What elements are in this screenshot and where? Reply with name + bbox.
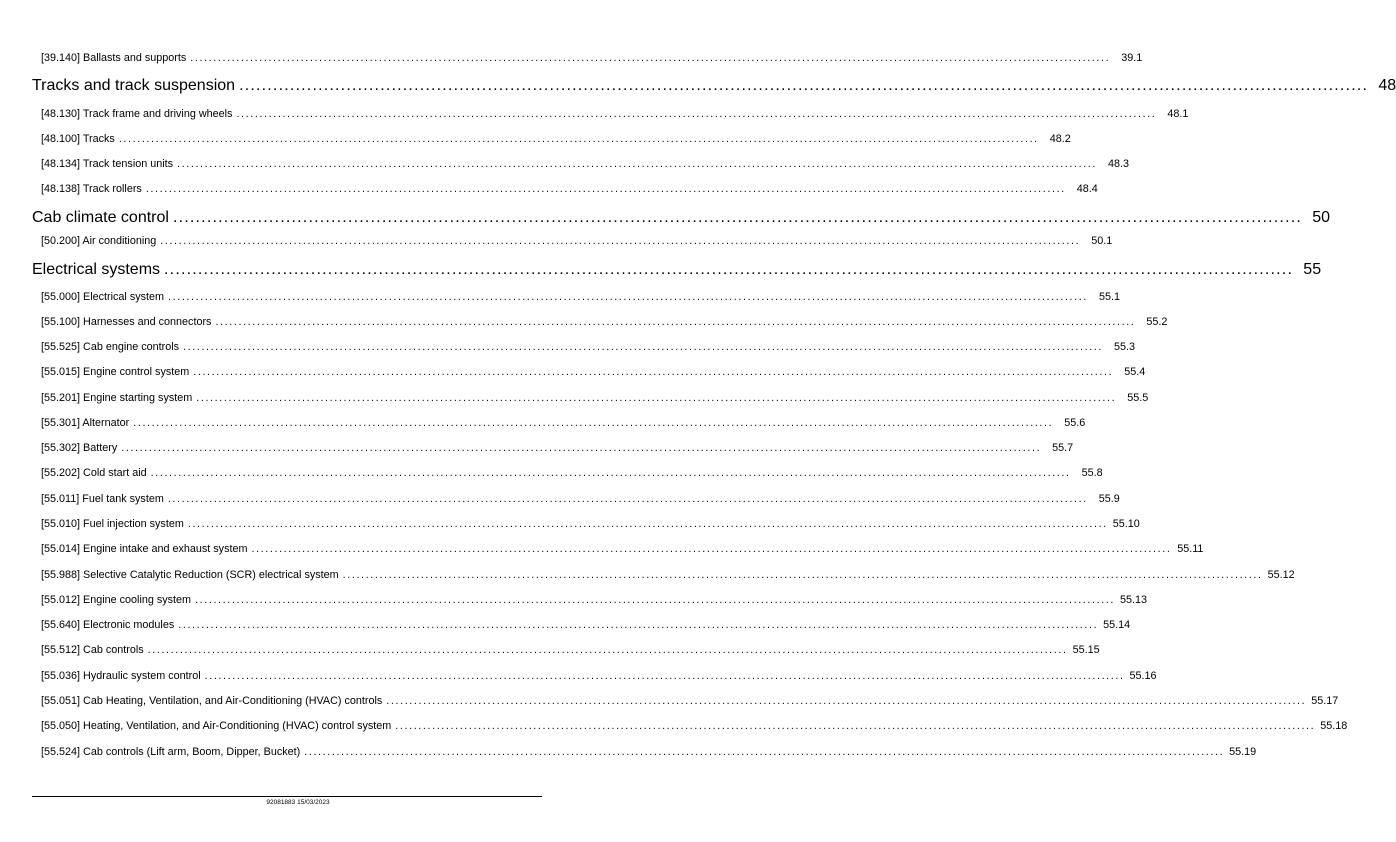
toc-entry-label: [55.051] Cab Heating, Ventilation, and Air-Conditioning (HVAC) controls: [41, 695, 383, 707]
dot-leader: ........................................................................................................................................................................................................: [304, 746, 1225, 758]
toc-entry-label: [48.138] Track rollers: [41, 183, 142, 195]
toc-entry[interactable]: [41, 417, 1086, 429]
toc-entry[interactable]: [41, 291, 1120, 303]
toc-entry[interactable]: [41, 442, 1074, 454]
toc-entry-label: [55.100] Harnesses and connectors: [41, 316, 212, 328]
toc-entry-label: [55.010] Fuel injection system: [41, 518, 184, 530]
toc-entry-label: [55.015] Engine control system: [41, 366, 190, 378]
dot-leader: ........................................................................................................................................................................................................: [395, 720, 1316, 732]
dot-leader: ........................................................................................................................................................................................................: [183, 341, 1104, 353]
dot-leader: ........................................................................................................................................................................................................: [251, 543, 1172, 555]
toc-entry-page: 48.4: [1076, 183, 1098, 195]
toc-entry[interactable]: [41, 392, 1149, 404]
toc-entry-label: [55.302] Battery: [41, 442, 118, 454]
toc-entry[interactable]: [41, 158, 1129, 170]
toc-entry[interactable]: [41, 619, 1131, 631]
toc-entry[interactable]: [41, 644, 1100, 656]
toc-entry-page: 55.2: [1146, 316, 1168, 328]
toc-entry-page: 55.15: [1072, 644, 1100, 656]
toc-entry-label: [55.201] Engine starting system: [41, 392, 193, 404]
toc-entry-label: [55.011] Fuel tank system: [41, 493, 164, 505]
toc-entry-label: [55.301] Alternator: [41, 417, 130, 429]
dot-leader: ........................................................................................................................................................................................................: [172, 209, 1303, 226]
toc-entry-label: [55.640] Electronic modules: [41, 619, 175, 631]
toc-entry-page: 55.11: [1177, 543, 1204, 555]
toc-entry-label: [55.202] Cold start aid: [41, 467, 147, 479]
dot-leader: ........................................................................................................................................................................................................: [177, 158, 1097, 170]
toc-entry[interactable]: [41, 670, 1157, 682]
toc-entry-page: 55.17: [1311, 695, 1339, 707]
toc-entry[interactable]: [41, 594, 1148, 606]
toc-entry-page: 55.1: [1098, 291, 1120, 303]
toc-entry-page: 55.5: [1127, 392, 1149, 404]
toc-entry[interactable]: [41, 518, 1140, 530]
dot-leader: ........................................................................................................................................................................................................: [121, 442, 1042, 454]
footer-doc-id: 92081883 15/03/2023: [266, 799, 330, 806]
toc-entry[interactable]: [41, 316, 1168, 328]
toc-entry-page: 48.3: [1107, 158, 1129, 170]
toc-entry-page: 55.9: [1098, 493, 1120, 505]
footer-divider: [32, 796, 542, 797]
dot-leader: ........................................................................................................................................................................................................: [160, 235, 1081, 247]
toc-entry[interactable]: [41, 341, 1136, 353]
toc-entry-page: 55.13: [1119, 594, 1148, 606]
toc-entry[interactable]: [41, 183, 1098, 195]
toc-entry[interactable]: [41, 467, 1103, 479]
toc-entry[interactable]: [41, 720, 1348, 732]
toc-entry[interactable]: [41, 569, 1295, 581]
dot-leader: ........................................................................................................................................................................................................: [150, 467, 1071, 479]
toc-entry-page: 55.10: [1112, 518, 1140, 530]
toc-entry-label: [50.200] Air conditioning: [41, 235, 157, 247]
dot-leader: ........................................................................................................................................................................................................: [147, 644, 1068, 656]
dot-leader: ........................................................................................................................................................................................................: [145, 183, 1066, 195]
toc-entry-label: [48.100] Tracks: [41, 133, 115, 145]
toc-section[interactable]: [32, 209, 1331, 227]
toc-entry-label: [39.140] Ballasts and supports: [41, 52, 187, 64]
toc-entry-label: [55.050] Heating, Ventilation, and Air-Conditioning (HVAC) control system: [41, 720, 392, 732]
toc-entry-label: [55.014] Engine intake and exhaust system: [41, 543, 248, 555]
dot-leader: ........................................................................................................................................................................................................: [204, 670, 1125, 682]
dot-leader: ........................................................................................................................................................................................................: [168, 291, 1088, 303]
toc-entry-label: [48.134] Track tension units: [41, 158, 174, 170]
toc-entry[interactable]: [41, 695, 1339, 707]
dot-leader: ........................................................................................................................................................................................................: [178, 619, 1099, 631]
toc-entry-label: [55.525] Cab engine controls: [41, 341, 180, 353]
dot-leader: ........................................................................................................................................................................................................: [133, 417, 1054, 429]
dot-leader: ........................................................................................................................................................................................................: [239, 77, 1369, 94]
toc-section-page: 48: [1378, 77, 1396, 94]
toc-entry-label: [55.036] Hydraulic system control: [41, 670, 201, 682]
toc-section-label: Cab climate control: [32, 209, 169, 226]
toc-entry-page: 39.1: [1121, 52, 1143, 64]
toc-entry[interactable]: [41, 746, 1257, 758]
toc-entry-label: [55.988] Selective Catalytic Reduction (SCR) electrical system: [41, 569, 339, 581]
toc-entry-page: 48.1: [1167, 108, 1189, 120]
dot-leader: ........................................................................................................................................................................................................: [215, 316, 1136, 328]
toc-entry[interactable]: [41, 133, 1071, 145]
toc-entry[interactable]: [41, 493, 1120, 505]
toc-entry[interactable]: [41, 108, 1189, 120]
toc-entry-page: 55.18: [1320, 720, 1348, 732]
toc-entry-label: [55.524] Cab controls (Lift arm, Boom, Dipper, Bucket): [41, 746, 301, 758]
toc-entry-page: 55.19: [1229, 746, 1257, 758]
dot-leader: ........................................................................................................................................................................................................: [167, 493, 1088, 505]
toc-entry-label: [55.000] Electrical system: [41, 291, 165, 303]
dot-leader: ........................................................................................................................................................................................................: [190, 52, 1111, 64]
toc-entry-page: 55.6: [1064, 417, 1086, 429]
toc-section-label: Electrical systems: [32, 261, 161, 278]
toc-section-page: 50: [1312, 209, 1331, 226]
toc-section[interactable]: [32, 77, 1396, 95]
toc-entry-page: 55.12: [1267, 569, 1295, 581]
dot-leader: ........................................................................................................................................................................................................: [164, 261, 1294, 278]
toc-entry[interactable]: [41, 52, 1143, 64]
toc-entry-page: 55.16: [1129, 670, 1157, 682]
toc-entry-page: 48.2: [1049, 133, 1071, 145]
dot-leader: ........................................................................................................................................................................................................: [386, 695, 1307, 707]
toc-entry[interactable]: [41, 366, 1146, 378]
toc-entry-page: 55.7: [1052, 442, 1074, 454]
toc-entry[interactable]: [41, 235, 1113, 247]
toc-entry-label: [48.130] Track frame and driving wheels: [41, 108, 233, 120]
toc-entry-page: 50.1: [1091, 235, 1113, 247]
dot-leader: ........................................................................................................................................................................................................: [187, 518, 1108, 530]
dot-leader: ........................................................................................................................................................................................................: [193, 366, 1114, 378]
toc-entry-page: 55.14: [1103, 619, 1131, 631]
toc-entry-page: 55.4: [1124, 366, 1146, 378]
toc-entry[interactable]: [41, 543, 1204, 555]
dot-leader: ........................................................................................................................................................................................................: [196, 392, 1117, 404]
dot-leader: ........................................................................................................................................................................................................: [236, 108, 1157, 120]
toc-entry-label: [55.512] Cab controls: [41, 644, 144, 656]
toc-entry-page: 55.3: [1114, 341, 1136, 353]
toc-section[interactable]: [32, 261, 1322, 279]
toc-section-label: Tracks and track suspension: [32, 77, 236, 94]
dot-leader: ........................................................................................................................................................................................................: [195, 594, 1116, 606]
toc-entry-label: [55.012] Engine cooling system: [41, 594, 192, 606]
toc-entry-page: 55.8: [1081, 467, 1103, 479]
toc-section-page: 55: [1303, 261, 1322, 278]
dot-leader: ........................................................................................................................................................................................................: [118, 133, 1039, 145]
dot-leader: ........................................................................................................................................................................................................: [342, 569, 1263, 581]
